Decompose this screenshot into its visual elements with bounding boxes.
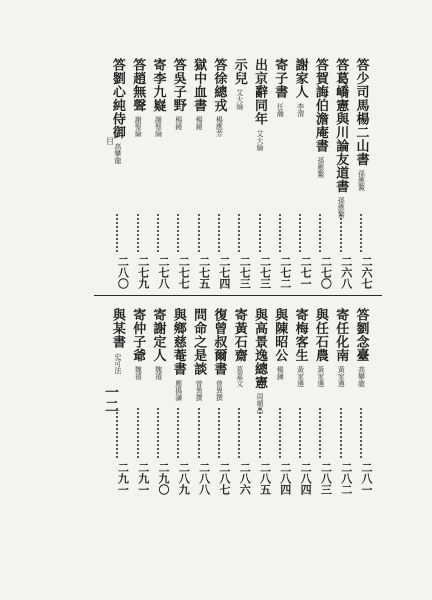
toc-entry [309,308,331,387]
toc-entry-title: 寄梅客生 [292,308,308,362]
dot-leader [137,214,143,252]
toc-page-number: 二八八 [197,462,211,495]
toc-entry-author: 楊鍊 [276,366,285,380]
dot-leader [299,214,305,252]
toc-page-number: 二八四 [278,462,292,495]
toc-entry-title: 與高景逸總憲 [252,308,267,389]
toc-page-number: 二七八 [157,256,170,289]
toc-entry-title: 寄子書 [272,58,288,99]
dot-leader [198,214,204,252]
toc-entry-author: 艾大綸 [256,129,264,151]
toc-entry-title: 答趙無聲 [130,58,146,112]
toc-entry-author: 魏禧 [134,366,143,380]
section-divider [94,295,382,296]
toc-page-number: 二八六 [238,462,252,495]
dot-leader [340,214,346,252]
toc-entry-title: 出京辭同年 [252,58,267,126]
toc-page-number: 二七一 [299,256,313,289]
toc-entry [269,308,291,380]
toc-entry-title: 答賀誨伯澹庵書 [312,58,328,153]
toc-entry-author: 黃家遴 [337,366,346,387]
toc-entry-title: 寄李九嶷 [150,58,166,112]
dot-leader [319,408,325,458]
toc-entry-author: 謝聖綸 [134,116,143,137]
toc-entry-author: 楊鏡 [195,116,204,130]
toc-page-number: 二六八 [339,256,353,289]
toc-page-number: 二七七 [177,256,191,289]
toc-entry [330,308,352,387]
toc-page-number: 二七三 [238,256,252,289]
toc-entry-title: 復曾叔爾書 [211,308,227,376]
toc-entry-author: 孫應鰲 [337,197,346,218]
dot-leader [259,408,265,458]
toc-page-number: 二九一 [116,462,130,495]
toc-entry-author: 高攀龍 [113,143,122,164]
toc-entry-title: 與某書 [109,308,125,349]
dot-leader [360,214,366,252]
toc-page-number: 二八七 [217,462,231,495]
toc-entry-title: 寄謝定人 [150,308,166,362]
toc-page-number: 二九〇 [157,462,170,495]
toc-entry-title: 答少司馬楊二山書 [353,58,369,166]
toc-entry [127,58,149,137]
toc-entry [147,58,169,137]
toc-entry [167,308,189,401]
toc-page-number: 二八一 [360,462,373,495]
toc-entry [106,308,128,374]
toc-entry [350,308,372,387]
toc-entry-title: 問命之是談 [191,308,207,376]
toc-entry-author: 魏禧 [154,366,163,380]
toc-entry-title: 答徐總戎 [211,58,227,112]
toc-entry-author: 李渭 [296,102,305,117]
toc-entry-title: 答吳子野 [170,58,186,112]
toc-entry-title: 答葛嶠憲與川論友道書 [333,58,349,193]
toc-page-number: 二九一 [136,462,150,495]
toc-entry [249,308,271,414]
toc-entry-author: 高攀龍 [357,366,366,387]
dot-leader [177,214,183,252]
toc-entry [208,58,230,137]
side-mark: 目 [106,137,114,146]
toc-entry-author: 曾異撰 [215,379,224,401]
dot-leader [116,408,122,458]
toc-entry [350,58,372,191]
toc-entry-author: 葛嘉文 [235,366,244,387]
toc-entry-title: 與陳昭公 [272,308,288,362]
dot-leader [279,408,285,458]
dot-leader [238,408,244,458]
dot-leader [299,408,305,458]
toc-entry-title: 寄黃石齋 [231,308,247,362]
toc-entry-title: 示兒 [231,58,247,85]
dot-leader [157,214,163,252]
toc-entry-author: 孫應鰲 [316,156,325,178]
toc-entry [147,308,169,380]
toc-entry-author: 楊鏡 [174,116,183,130]
toc-entry-title: 答劉心純侍御 [109,58,125,139]
dot-leader [360,408,366,458]
toc-page-number: 二七九 [136,256,150,289]
toc-entry-title: 獄中血書 [191,58,207,112]
toc-page-number: 二八〇 [116,256,130,289]
toc-entry [228,308,250,387]
toc-entry-author: 任瀚 [276,102,285,117]
toc-entry-author: 史可法 [113,352,122,374]
dot-leader [340,408,346,458]
toc-entry-author: 應撝謙 [174,379,183,401]
toc-entry-author: 周順昌 [256,393,264,414]
toc-entry [330,58,352,218]
dot-leader [319,214,325,252]
page-folio: 一二 [103,385,119,413]
dot-leader [238,214,244,252]
toc-entry-author: 孫應鰲 [357,170,366,191]
toc-entry-author: 曾異撰 [195,379,204,401]
toc-page-number: 二八三 [319,462,333,495]
toc-page-number: 二七〇 [319,256,333,289]
toc-entry-title: 與任石農 [312,308,328,362]
toc-page-number: 二七三 [258,256,272,289]
toc-page-number: 二七五 [197,256,211,289]
dot-leader [218,408,224,458]
dot-leader [157,408,163,458]
toc-entry-title: 答劉念臺 [353,308,369,362]
toc-entry-author: 楊應芳 [215,116,224,137]
toc-entry [309,58,331,178]
toc-entry [127,308,149,380]
toc-entry [106,58,128,164]
dot-leader [116,214,122,252]
toc-entry-title: 寄仲子爺 [130,308,146,362]
toc-page-number: 二八四 [299,462,313,495]
dot-leader [259,214,265,252]
toc-entry-title: 寄任化南 [333,308,349,362]
toc-page-number: 二八九 [177,462,191,495]
toc-entry-author: 謝聖綸 [154,116,163,137]
toc-entry [167,58,189,130]
toc-entry-author: 艾大綸 [235,89,244,110]
dot-leader [137,408,143,458]
toc-entry [289,58,311,117]
dot-leader [279,214,285,252]
toc-entry [269,58,291,117]
toc-page-number: 二六七 [360,256,373,289]
toc-entry-title: 謝家人 [292,58,308,99]
dot-leader [218,214,224,252]
toc-entry [249,58,271,151]
toc-entry [188,58,210,130]
toc-entry [289,308,311,387]
toc-entry [228,58,250,110]
toc-page-number: 二八二 [339,462,353,495]
toc-entry [188,308,210,401]
toc-entry-author: 黃家遴 [316,366,325,387]
toc-entry-title: 與鄉慈菴書 [170,308,186,376]
toc-entry-author: 黃家遴 [296,366,305,387]
toc-entry [208,308,230,401]
dot-leader [198,408,204,458]
toc-page-number: 二八五 [258,462,272,495]
dot-leader [177,408,183,458]
toc-page-number: 二七二 [278,256,292,289]
toc-page-number: 二七四 [217,256,231,289]
